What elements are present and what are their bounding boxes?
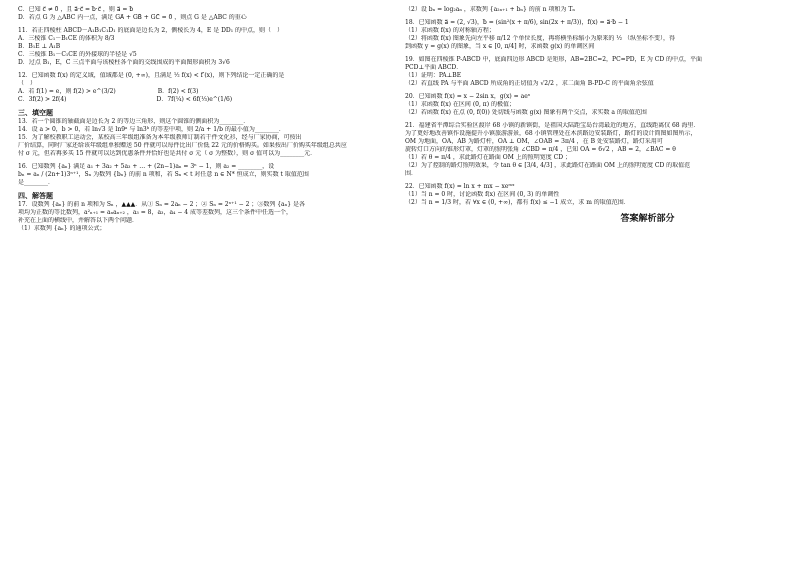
left-line: 是________． [18, 179, 55, 186]
right-line: （1）若 θ = π/4 ，求此路灯在路面 OM 上的照明宽度 CD ； [405, 154, 571, 161]
left-line: 17．设数列 {aₙ} 的前 n 项和为 Sₙ ，▲▲▲．从① Sₙ = 2aₙ − 2 ；② Sₙ = 2ⁿ⁺¹ − 2 ；③数列 {aₙ} 是各 [18, 201, 305, 208]
left-line: A．三棱锥 C₁－B₁CE 的体积为 8/3 [18, 35, 115, 42]
left-line: 项均为正数的等比数列，a²ₙ₊₁ = aₙaₙ₊₂ ，a₃ = 8，a₃，a₄ − 4 成等差数列，这三个条件中任选一个， [18, 209, 292, 216]
right-line: 21．福建省平潭综合实验区渡岸 68 小镇的新镇街，是祖国大陆距宝岛台湾最近的地方，直线距离仅 68 海里． [405, 122, 700, 129]
left-line: A．若 f(1) = e，则 f(2) > e^(3/2) B．f(2) < f(3) [18, 88, 199, 95]
right-line: （1）证明：PA⊥BE [405, 72, 462, 79]
section-heading: 四、解答题 [18, 192, 53, 200]
right-line: 22．已知函数 f(x) = ln x + mx − xeᵐˣ [405, 183, 515, 190]
right-line: OM 为地面，OA，AB 为路灯杆，OA ⊥ OM，∠OAB = 3π/4 ，在 B 处安装路灯，路灯采用可 [405, 138, 663, 145]
right-line: 围． [405, 170, 418, 177]
left-line: 12．已知函数 f(x) 的定义域，值域都是 (0, +∞)，且满足 ½ f(x) < f′(x)，则下列结论一定正确的是 [18, 72, 285, 79]
right-line: 旋转灯口方向的锥形灯罩，灯罩的照明张角 ∠CBD = π/4 ，已知 OA = 6√2 ，AB = 2，∠BAC = θ [405, 146, 676, 153]
left-line: D．过点 B₁，E，C 三点平面与该棱柱各个面的交线围成的平面图形面积为 3√6 [18, 59, 230, 66]
section-heading: 三、填空题 [18, 109, 53, 117]
right-line: 为了更好地改善镇作设施提升小镇旅游游景，68 小镇管理处在木滨路边安装路灯，路灯的设计简图如图所示， [405, 130, 697, 137]
right-line: （1）当 n = 0 时，讨论函数 f(x) 在区间 (0, 3) 的单调性 [405, 191, 560, 198]
right-line: 19．如图在四棱锥 P-ABCD 中，底面四边形 ABCD 是矩形，AB=2BC=2，PC=PD，E 为 CD 的中点，平面 [405, 56, 703, 63]
left-line: 16．已知数列 {aₙ} 满足 a₁ + 3a₂ + 5a₃ + … + (2n−1)aₙ = 3ⁿ − 1，则 a₂ = ________，设 [18, 163, 275, 170]
right-line: （1）求函数 f(x) 的对称轴方程； [405, 27, 495, 34]
right-line: PCD⊥平面 ABCD． [405, 64, 463, 71]
right-line: （2）设 bₙ = log₂aₙ ，求数列 {a₂ₙ₊₁ + bₙ} 的前 n 项和为 Tₙ [405, 6, 575, 13]
left-line: 11．若正四棱柱 ABCD－A₁B₁C₁D₁ 的底面是边长为 2，侧棱长为 4，E 是 DD₁ 的中点，则（ ） [18, 27, 284, 34]
left-line: D．若点 G 为 △ABC 内一点，满足 GA⃗ + GB⃗ + GC⃗ = 0⃗ ，则点 G 是 △ABC 的重心 [18, 14, 247, 21]
left-line: 14．设 a > 0，b > 0，若 ln√3 是 ln9ᵃ 与 ln3ᵇ 的等差中项，则 2/a + 1/b 的最小值为________． [18, 126, 285, 133]
right-line: 18．已知函数 a⃗ = (2, √3)，b⃗ = (sin²(x + π/6), sin(2x + π/3))，f(x) = a⃗·b⃗ − 1 [405, 19, 629, 26]
right-line: （2）将函数 f(x) 图象先向左平移 π/12 个单位长度，再将横坐标缩小为原来的 ½ （纵坐标不变），得 [405, 35, 675, 42]
right-line: 20．已知函数 f(x) = x − 2sin x，g(x) = aeˣ [405, 93, 531, 100]
answer-section-title: 答案解析部分 [620, 214, 675, 224]
right-line: （2）为了控制的路灯照明效果，令 tan θ ∈ [3/4, 4/3] ，求此路灯在路面 OM 上的照明宽度 CD 的取值范 [405, 162, 691, 169]
right-line: 到函数 y = g(x) 的图象，当 x ∈ [0, π/4] 时，求函数 g(x) 的单调区间 [405, 43, 595, 50]
left-line: C．已知 c⃗ ≠ 0⃗ ，且 a⃗·c⃗ = b⃗·c⃗ ，则 a⃗ = b⃗ [18, 6, 134, 13]
left-line: 厂价结算，同时厂家还给该年级组单独赠送 50 件就可以每件比出厂价低 22 元的价格购买。如果按出厂价购买年级组总共应 [18, 142, 347, 149]
left-line: C．3f(2) > 2f(4) D．7f(¼) < 6f(⅓)e^(1/6) [18, 96, 233, 103]
left-line: 付 σ 元，但若再多买 15 件就可以达到优惠条件并恰好也是共付 σ 元（ σ 为整数），则 σ 值可以为________元． [18, 150, 317, 157]
right-line: （1）求函数 f(x) 在区间 (0, π) 的极值； [405, 101, 515, 108]
right-line: （2）若直线 PA 与平面 ABCD 所成角的正切值为 √2/2 ，求二面角 B-PD-C 的平面角余弦值 [405, 80, 654, 87]
left-line: 13．若一个圆锥的轴截面是边长为 2 的等边三角形，则这个圆锥的侧面积为________． [18, 118, 250, 125]
left-line: C．三棱锥 B₁－C₁CE 的外接球的半径是 √5 [18, 51, 137, 58]
left-line: bₙ = aₙ / (2n+1)3ⁿ⁺¹，Sₙ 为数列 {bₙ} 的前 n 项和，若 Sₙ < t 对任意 n ∈ N* 恒成立，则实数 t 取值范围 [18, 171, 309, 178]
left-line: （1）求数列 {aₙ} 的通项公式； [18, 225, 106, 232]
left-line: B．B₁E ⊥ A₁B [18, 43, 61, 50]
right-column [405, 6, 770, 224]
right-line: （2）若函数 f(x) 在点 (0, f(0)) 处切线与函数 g(x) 图象有两个交点，求实数 a 的取值范围 [405, 109, 647, 116]
left-line: 补充在上面的横线中，并解答以下两个问题． [18, 217, 139, 224]
right-line: （2）当 n = 1/3 时，若 ∀x ∈ (0, +∞)，都有 f(x) ≤ −1 成立，求 m 的取值范围． [405, 199, 630, 206]
left-column [18, 6, 383, 233]
left-line: 15．为了解校教职工运动会，某校高三年级组准备为本年级教师订制若干件文化衫，经与厂家协商，可按出 [18, 134, 302, 141]
left-line: （ ） [18, 80, 37, 87]
